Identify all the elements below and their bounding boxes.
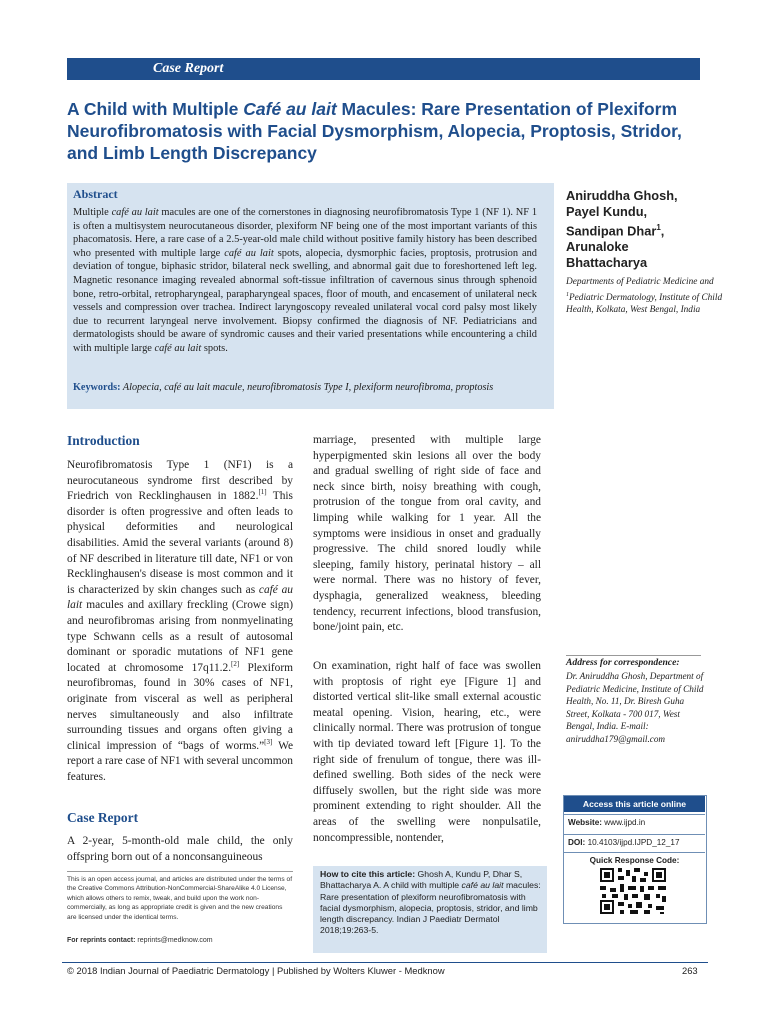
author-name: Bhattacharya (566, 255, 648, 271)
introduction-text: Neurofibromatosis Type 1 (NF1) is a neurocutaneous syndrome first described by Friedrich von Recklinghausen in 1882.[1] This disorder is often progressive and often leads to physical deformities and neurological disabilities. Amid the several variants (around 8) of NF described in literature till date, NF1 or von Recklinghausen's disease is most common and it is characterized by skin changes such as café au lait macules and axillary freckling (Crowe sign) and neurofibromas arising from nonmyelinating type Schwann cells as a result of autosomal dominant or sporadic mutations of NF1 gene located at chromosome 17q11.2.[2] Plexiform neurofibromas, found in 30% cases of NF1, originate from visceral as well as peripheral nerves simultaneously and also infiltrate surrounding tissues and organs often giving a clinical impression of “bags of worms.”[3] We report a rare case of NF1 with several uncommon features. (67, 459, 293, 783)
footnote-divider (67, 871, 293, 872)
author-name: Arunaloke (566, 239, 629, 255)
author-list (566, 188, 736, 271)
keywords: Keywords: Alopecia, café au lait macule, neurofibromatosis Type I, plexiform neurofibroma, proptosis (73, 382, 494, 393)
doi-row[interactable]: DOI: 10.4103/ijpd.IJPD_12_17 (564, 834, 705, 851)
abstract-text: Multiple café au lait macules are one of the cornerstones in diagnosing neurofibromatosis Type 1 (NF 1). NF 1 is often a multisystem neurocutaneous disorder, plexiform NF being one of the most important variants of this phacomatosis. Here, a rare case of a 2.5-year-old male child without positive family history has been described who presented with multiple large café au lait spots, alopecia, dysmorphic facies, proptosis, protrusion and deviation of tongue, biphasic stridor, bilateral neck swelling, and abnormal gait due to foreshortened left leg. Magnetic resonance imaging revealed abnormal soft-tissue infiltration of cavernous sinus through sphenoid bone, retro-orbital, retropharyngeal, parapharyngeal spaces, floor of mouth, and encasement of unilateral neck vessels and compression over trachea. Indirect laryngoscopy revealed unilateral vocal cord palsy most likely due to recurrent laryngeal nerve involvement. Biopsy confirmed the diagnosis of NF. Pediatricians and dermatologists should be aware of syndromic causes and their varied presentations while encountering a child with multiple large café au lait spots. (73, 207, 538, 354)
case-report-text: A 2-year, 5-month-old male child, the only offspring born out of a nonconsanguineous (67, 835, 293, 863)
footer-divider (62, 962, 708, 963)
section-heading-introduction: Introduction (67, 433, 140, 448)
reprints-contact: For reprints contact: reprints@medknow.com (67, 937, 213, 944)
author-name: Payel Kundu, (566, 204, 648, 219)
website-row[interactable]: Website: www.ijpd.in (564, 814, 705, 831)
case-report-paragraph: On examination, right half of face was swollen with proptosis of right eye [Figure 1] and distorted vertical slit-like small external acoustic meatal opening. Vision, hearing, etc., were clinically normal. There was protrusion of tongue with tip deviated toward left [Figure 1]. To the right side of frenulum of tongue, there was ill-defined swelling. Both sides of the neck were diffusely swollen, but the right side was more prominent extending to right shoulder. All the areas of the swelling were nonpulsatile, noncompressible, nontender, (313, 660, 541, 844)
author-name: Sandipan Dhar$^1$, (566, 223, 665, 239)
author-affiliation: Departments of Pediatric Medicine and $^1$Pediatric Dermatology, Institute of Child Health, Kolkata, West Bengal, India (566, 277, 723, 316)
article-type-label: Case Report (153, 61, 224, 76)
journal-footer: © 2018 Indian Journal of Paediatric Dermatology | Published by Wolters Kluwer - Medknow (67, 965, 445, 976)
abstract-heading: Abstract (73, 187, 118, 201)
section-heading-case-report: Case Report (67, 810, 139, 825)
page-number: 263 (682, 965, 698, 976)
author-name: Aniruddha Ghosh, (566, 188, 678, 203)
correspondence-heading: Address for correspondence: (566, 657, 680, 668)
qr-label: Quick Response Code: (564, 852, 705, 869)
access-heading: Access this article online (564, 796, 705, 812)
qr-code-image[interactable] (598, 866, 668, 916)
correspondence-address: Dr. Aniruddha Ghosh, Department of Pediatric Medicine, Institute of Child Health, No. 11, Dr. Biresh Guha Street, Kolkata - 700 017, West Bengal, India. E-mail: aniruddha179@gmail.com (566, 671, 704, 744)
citation-text: How to cite this article: Ghosh A, Kundu P, Dhar S, Bhattacharya A. A child with multiple café au lait macules: Rare presentation of plexiform neurofibromatosis with facial dysmorphism, alopecia, proptosis, stridor, and limb length discrepancy. Indian J Paediatr Dermatol 2018;19:263-5. (320, 869, 541, 936)
license-notice: This is an open access journal, and articles are distributed under the terms of the Creative Commons Attribution-NonCommercial-ShareAlike 4.0 License, which allows others to remix, tweak, and build upon the work non-commercially, as long as appropriate credit is given and the new creations are licensed under the identical terms. (67, 876, 293, 921)
case-report-paragraph: marriage, presented with multiple large hyperpigmented skin lesions all over the body and gradual swelling of right side of face and neck since birth, noisy breathing with cough, protrusion of the tongue from oral cavity, and limping while walking for 1 year. All the symptoms were insidious in onset and gradually progressive. The child snored loudly while sleeping, family history, perinatal history – all were normal. There was no history of fever, dysphagia, generalized weakness, bleeding tendency, recurrent infections, blood transfusion, bone/joint pain, etc. (313, 434, 541, 634)
correspondence-divider (566, 655, 701, 656)
article-title: A Child with Multiple Café au lait Macules: Rare Presentation of Plexiform Neurofibromatosis with Facial Dysmorphism, Alopecia, Proptosis, Stridor, and Limb Length Discrepancy (67, 99, 682, 163)
